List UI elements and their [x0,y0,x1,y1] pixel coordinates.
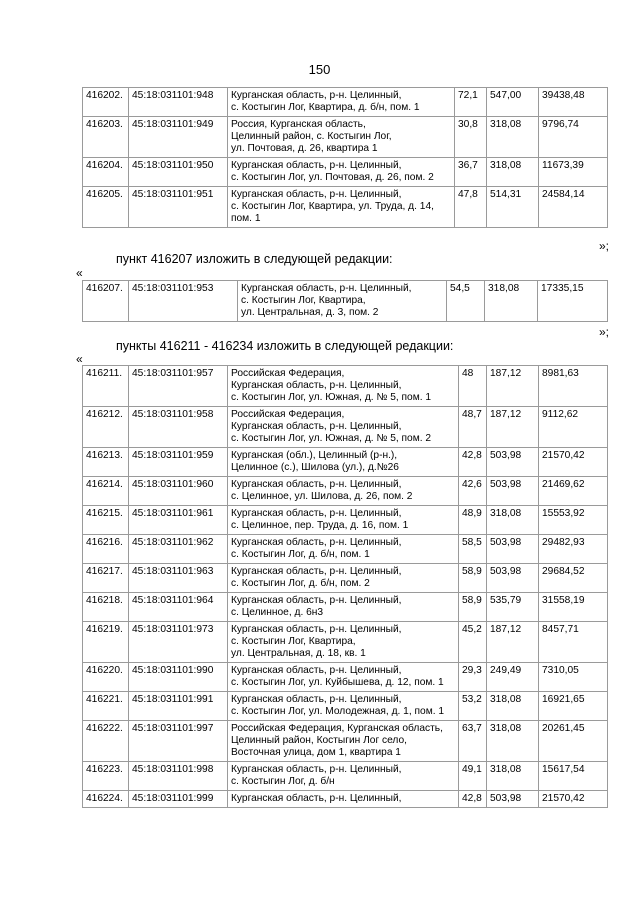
row-number-cell: 416223. [83,762,129,791]
address-cell: Российская Федерация, Курганская область, р-н. Целинный, с. Костыгин Лог, ул. Южная, д. № 5, пом. 2 [228,407,459,448]
row-number-cell: 416221. [83,692,129,721]
area-cell: 54,5 [447,281,485,322]
row-number-cell: 416224. [83,791,129,808]
table-row [83,663,608,692]
table-row [83,593,608,622]
value-cell: 24584,14 [539,187,608,228]
table-row [83,564,608,593]
rate-cell: 535,79 [487,593,539,622]
area-cell: 48,9 [459,506,487,535]
closing-quote: »; [598,325,609,339]
address-cell: Россия, Курганская область, Целинный район, с. Костыгин Лог, ул. Почтовая, д. 26, квартира 1 [228,117,455,158]
table-row [83,281,608,322]
rate-cell: 187,12 [487,622,539,663]
area-cell: 45,2 [459,622,487,663]
area-cell: 58,9 [459,593,487,622]
table-row [83,448,608,477]
rate-cell: 318,08 [485,281,538,322]
rate-cell: 503,98 [487,791,539,808]
value-cell: 17335,15 [538,281,608,322]
address-cell: Курганская область, р-н. Целинный, с. Костыгин Лог, Квартира, д. б/н, пом. 1 [228,88,455,117]
address-cell: Курганская область, р-н. Целинный, с. Костыгин Лог, Квартира, ул. Центральная, д. 3, пом. 2 [238,281,447,322]
address-cell: Российская Федерация, Курганская область, р-н. Целинный, с. Костыгин Лог, ул. Южная, д. № 5, пом. 1 [228,366,459,407]
table-row [83,506,608,535]
area-cell: 48 [459,366,487,407]
opening-quote: « [76,266,83,280]
address-cell: Российская Федерация, Курганская область, Целинный район, Костыгин Лог село, Восточная улица, дом 1, квартира 1 [228,721,459,762]
row-number-cell: 416220. [83,663,129,692]
address-cell: Курганская область, р-н. Целинный, с. Костыгин Лог, Квартира, ул. Центральная, д. 18, кв. 1 [228,622,459,663]
rate-cell: 187,12 [487,407,539,448]
row-number-cell: 416219. [83,622,129,663]
address-cell: Курганская область, р-н. Целинный, с. Костыгин Лог, д. б/н [228,762,459,791]
row-number-cell: 416211. [83,366,129,407]
row-number-cell: 416216. [83,535,129,564]
value-cell: 21570,42 [539,791,608,808]
register-table-3 [82,365,608,808]
register-table-2 [82,280,608,322]
area-cell: 53,2 [459,692,487,721]
cadastral-number-cell: 45:18:031101:948 [129,88,228,117]
rate-cell: 547,00 [487,88,539,117]
table-row [83,692,608,721]
row-number-cell: 416202. [83,88,129,117]
rate-cell: 318,08 [487,117,539,158]
address-cell: Курганская область, р-н. Целинный, с. Целинное, пер. Труда, д. 16, пом. 1 [228,506,459,535]
rate-cell: 318,08 [487,506,539,535]
cadastral-number-cell: 45:18:031101:960 [129,477,228,506]
value-cell: 15553,92 [539,506,608,535]
cadastral-number-cell: 45:18:031101:999 [129,791,228,808]
instruction-text: пункт 416207 изложить в следующей редакции: [116,252,393,266]
area-cell: 29,3 [459,663,487,692]
row-number-cell: 416212. [83,407,129,448]
cadastral-number-cell: 45:18:031101:964 [129,593,228,622]
cadastral-number-cell: 45:18:031101:949 [129,117,228,158]
rate-cell: 503,98 [487,477,539,506]
opening-quote: « [76,352,83,366]
rate-cell: 318,08 [487,692,539,721]
address-cell: Курганская область, р-н. Целинный, с. Целинное, д. 6н3 [228,593,459,622]
cadastral-number-cell: 45:18:031101:962 [129,535,228,564]
address-cell: Курганская область, р-н. Целинный, с. Костыгин Лог, ул. Почтовая, д. 26, пом. 2 [228,158,455,187]
cadastral-number-cell: 45:18:031101:957 [129,366,228,407]
address-cell: Курганская область, р-н. Целинный, с. Целинное, ул. Шилова, д. 26, пом. 2 [228,477,459,506]
address-cell: Курганская область, р-н. Целинный, с. Костыгин Лог, д. б/н, пом. 2 [228,564,459,593]
page-number: 150 [308,62,331,77]
address-cell: Курганская область, р-н. Целинный, с. Костыгин Лог, д. б/н, пом. 1 [228,535,459,564]
value-cell: 16921,65 [539,692,608,721]
area-cell: 47,8 [455,187,487,228]
address-cell: Курганская область, р-н. Целинный, с. Костыгин Лог, ул. Молодежная, д. 1, пом. 1 [228,692,459,721]
value-cell: 20261,45 [539,721,608,762]
value-cell: 8457,71 [539,622,608,663]
table-row [83,721,608,762]
row-number-cell: 416213. [83,448,129,477]
area-cell: 58,5 [459,535,487,564]
value-cell: 21570,42 [539,448,608,477]
area-cell: 36,7 [455,158,487,187]
value-cell: 9796,74 [539,117,608,158]
row-number-cell: 416214. [83,477,129,506]
value-cell: 15617,54 [539,762,608,791]
area-cell: 49,1 [459,762,487,791]
register-table-1 [82,87,608,228]
rate-cell: 514,31 [487,187,539,228]
closing-quote: »; [598,239,609,253]
rate-cell: 318,08 [487,762,539,791]
table-row [83,366,608,407]
table-row [83,791,608,808]
table-row [83,477,608,506]
area-cell: 30,8 [455,117,487,158]
value-cell: 11673,39 [539,158,608,187]
address-cell: Курганская (обл.), Целинный (р-н.), Целинное (с.), Шилова (ул.), д.№26 [228,448,459,477]
address-cell: Курганская область, р-н. Целинный, с. Костыгин Лог, ул. Куйбышева, д. 12, пом. 1 [228,663,459,692]
table-row [83,535,608,564]
cadastral-number-cell: 45:18:031101:959 [129,448,228,477]
value-cell: 7310,05 [539,663,608,692]
cadastral-number-cell: 45:18:031101:998 [129,762,228,791]
area-cell: 72,1 [455,88,487,117]
table-row [83,187,608,228]
cadastral-number-cell: 45:18:031101:950 [129,158,228,187]
rate-cell: 503,98 [487,448,539,477]
rate-cell: 503,98 [487,535,539,564]
table-row [83,762,608,791]
cadastral-number-cell: 45:18:031101:990 [129,663,228,692]
row-number-cell: 416222. [83,721,129,762]
cadastral-number-cell: 45:18:031101:963 [129,564,228,593]
cadastral-number-cell: 45:18:031101:973 [129,622,228,663]
value-cell: 8981,63 [539,366,608,407]
table-row [83,88,608,117]
row-number-cell: 416217. [83,564,129,593]
value-cell: 39438,48 [539,88,608,117]
row-number-cell: 416204. [83,158,129,187]
area-cell: 48,7 [459,407,487,448]
table-row [83,117,608,158]
rate-cell: 318,08 [487,721,539,762]
cadastral-number-cell: 45:18:031101:991 [129,692,228,721]
rate-cell: 187,12 [487,366,539,407]
cadastral-number-cell: 45:18:031101:961 [129,506,228,535]
area-cell: 42,6 [459,477,487,506]
value-cell: 9112,62 [539,407,608,448]
rate-cell: 503,98 [487,564,539,593]
row-number-cell: 416215. [83,506,129,535]
value-cell: 29684,52 [539,564,608,593]
area-cell: 42,8 [459,791,487,808]
row-number-cell: 416207. [83,281,129,322]
row-number-cell: 416203. [83,117,129,158]
cadastral-number-cell: 45:18:031101:951 [129,187,228,228]
value-cell: 31558,19 [539,593,608,622]
table-row [83,407,608,448]
address-cell: Курганская область, р-н. Целинный, [228,791,459,808]
row-number-cell: 416218. [83,593,129,622]
rate-cell: 318,08 [487,158,539,187]
cadastral-number-cell: 45:18:031101:997 [129,721,228,762]
address-cell: Курганская область, р-н. Целинный, с. Костыгин Лог, Квартира, ул. Труда, д. 14, пом. 1 [228,187,455,228]
row-number-cell: 416205. [83,187,129,228]
instruction-text: пункты 416211 - 416234 изложить в следующей редакции: [116,339,454,353]
rate-cell: 249,49 [487,663,539,692]
area-cell: 63,7 [459,721,487,762]
area-cell: 58,9 [459,564,487,593]
area-cell: 42,8 [459,448,487,477]
table-row [83,622,608,663]
table-row [83,158,608,187]
value-cell: 21469,62 [539,477,608,506]
cadastral-number-cell: 45:18:031101:958 [129,407,228,448]
cadastral-number-cell: 45:18:031101:953 [129,281,238,322]
value-cell: 29482,93 [539,535,608,564]
